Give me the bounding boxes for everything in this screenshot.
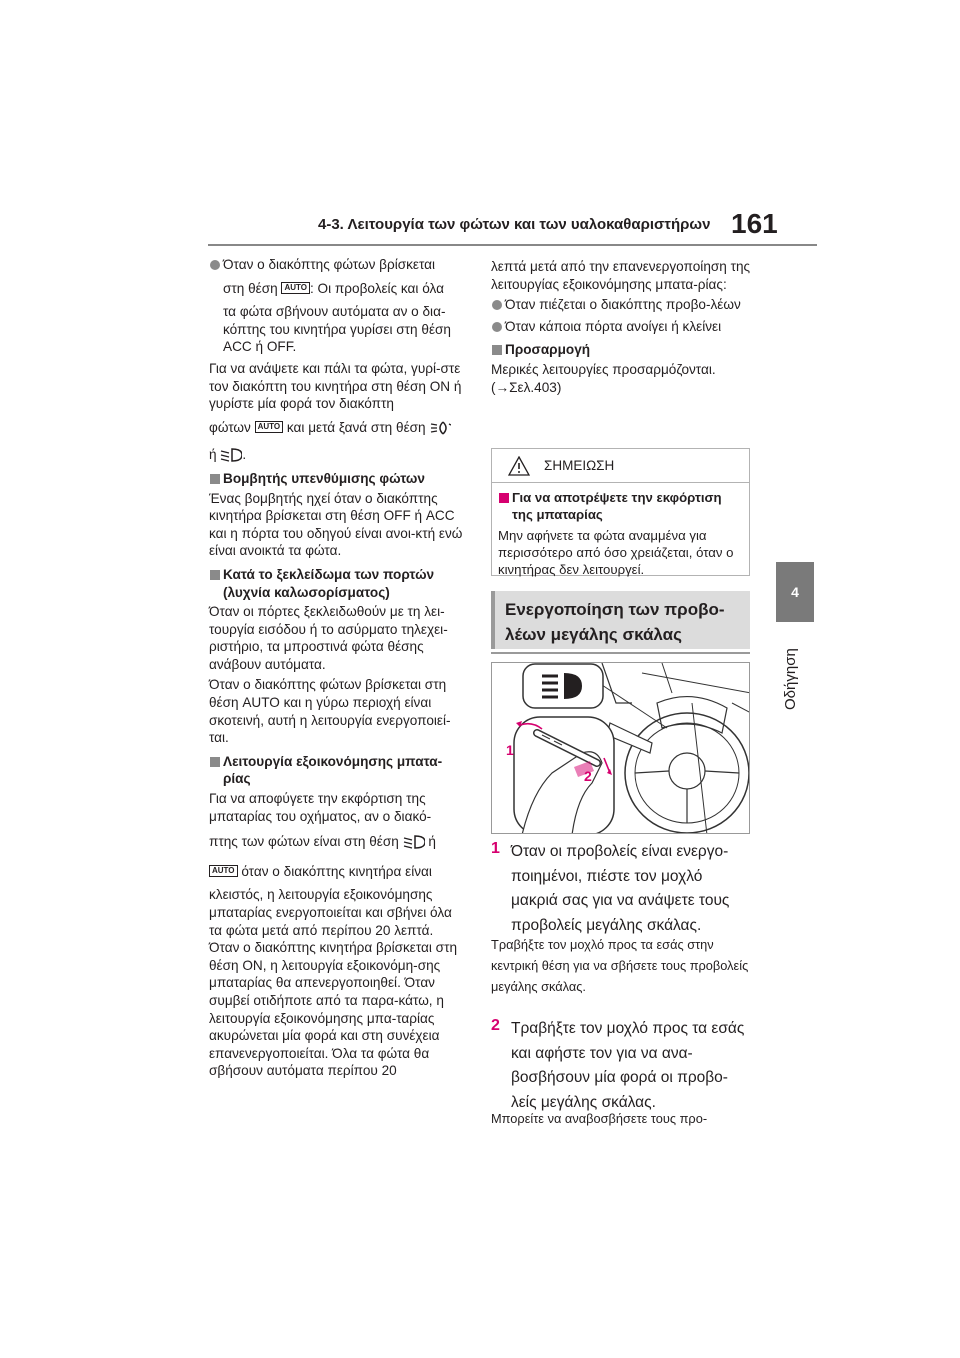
relight-text-5: . [242, 447, 247, 463]
notice-label: ΣΗΜΕΙΩΣΗ [544, 458, 615, 473]
auto-icon: AUTO [209, 865, 238, 877]
auto-icon: AUTO [281, 282, 310, 294]
warning-icon [508, 456, 530, 476]
battery-continued: λεπτά μετά από την επανενεργοποίηση της λειτουργίας εξοικονόμησης μπατα-ρίας: [491, 259, 751, 292]
customization-heading-text: Προσαρμογή [505, 342, 591, 358]
heading-square [210, 757, 220, 767]
relight-paragraph [209, 360, 467, 464]
battery-text-1: Για να αποφύγετε την εκφόρτιση της μπαταρίας του οχήματος, αν ο διακό- [209, 791, 432, 824]
step-1-note: Τραβήξτε τον μοχλό προς τα εσάς στην κεντρική θέση για να σβήσετε τους προβολείς μεγάλης σκάλας. [491, 937, 749, 994]
notice-heading-text: Για να αποτρέψετε την εκφόρτιση της μπαταρίας [512, 490, 722, 522]
battery-heading [209, 753, 467, 788]
heading-square [210, 570, 220, 580]
step-1-text: Όταν οι προβολείς είναι ενεργο-ποιημένοι, πιέστε τον μοχλό μακριά σας για να ανάψετε τους προβολείς μεγάλης σκάλας. [511, 843, 730, 934]
unlock-body-1: Όταν οι πόρτες ξεκλειδωθούν με τη λει-τουργία εισόδου ή το ασύρματο τηλεχει-ριστήριο, τα μπροστινά φώτα θέσης ανάβουν αυτόματα. [209, 604, 448, 672]
bullet-dot [492, 300, 502, 310]
customization-body: Μερικές λειτουργίες προσαρμόζονται. (→Σελ.403) [491, 361, 716, 395]
reminder-heading-text: Βομβητής υπενθύμισης φώτων [223, 470, 425, 486]
section-rule [491, 652, 750, 654]
cancel-bullet-1 [491, 296, 751, 314]
relight-text-3: και μετά ξανά στη θέση [286, 419, 426, 435]
battery-heading-text: Λειτουργία εξοικονόμησης μπατα-ρίας [223, 753, 443, 787]
unlock-heading-text: Κατά το ξεκλείδωμα των πορτών (λυχνία καλωσορίσματος) [223, 566, 435, 600]
battery-text-3: ή [428, 834, 436, 850]
notice-body [492, 483, 749, 578]
callout-1: 1 [506, 742, 514, 758]
battery-body [209, 790, 467, 1080]
notice-header [492, 449, 749, 483]
unlock-heading [209, 566, 467, 601]
left-column [209, 256, 467, 1083]
low-beam-icon [220, 447, 242, 463]
notice-heading [498, 489, 743, 523]
parking-light-icon [429, 420, 451, 436]
step-2-text: Τραβήξτε τον μοχλό προς τα εσάς και αφήστε τον για να ανα-βοσβήσουν μία φορά οι προβο-λείς μεγάλης σκάλας. [511, 1020, 745, 1111]
step-1 [491, 840, 751, 938]
auto-bullet-text-1: Όταν ο διακόπτης φώτων βρίσκεται [223, 257, 436, 272]
bullet-dot [210, 260, 220, 270]
running-header: 4-3. Λειτουργία των φώτων και των υαλοκαθαριστήρων [318, 216, 711, 233]
header-rule [208, 244, 817, 246]
page-number: 161 [731, 208, 778, 239]
chapter-label: Οδήγηση [782, 648, 799, 710]
section-title: Ενεργοποίηση των προβο-λέων μεγάλης σκάλας [491, 591, 750, 649]
chapter-tab: 4 [776, 562, 814, 622]
low-beam-icon [403, 834, 425, 850]
auto-bullet [209, 256, 467, 356]
cancel-bullet-2-text: Όταν κάποια πόρτα ανοίγει ή κλείνει [505, 318, 722, 334]
right-column [491, 258, 751, 399]
customization-heading [491, 341, 751, 359]
notice-box [491, 448, 750, 576]
notice-text: Μην αφήνετε τα φώτα αναμμένα για περισσότερο από όσο χρειάζεται, όταν ο κινητήρας δεν λειτουργεί. [498, 528, 734, 577]
auto-bullet-text-3: : Οι προβολείς και όλα [309, 280, 444, 296]
battery-text-4: όταν ο διακόπτης κινητήρα είναι [241, 863, 432, 879]
lever-illustration [491, 662, 750, 834]
reminder-heading [209, 470, 467, 488]
auto-icon: AUTO [255, 421, 284, 433]
battery-text-2: πτης των φώτων είναι στη θέση [209, 834, 399, 850]
auto-bullet-text-2: στη θέση [223, 280, 278, 296]
battery-text-5: κλειστός, η λειτουργία εξοικονόμησης μπαταρίας ενεργοποιείται και σβήνει όλα τα φώτα μετά από περίπου 20 λεπτά. Όταν ο διακόπτης κινητήρα βρίσκεται στη θέση ON, η λειτουργία εξοικονόμη-σης μπαταρίας θα απενεργοποιηθεί. Όταν συμβεί οτιδήποτε από τα παρα-κάτω, η λειτουργία εξοικονόμησης μπα-ταρίας ακυρώνεται μία φορά και στη συνέχεια επανενεργοποιείται. Όλα τα φώτα θα σβήσουν αυτόματα περίπου 20 [209, 887, 457, 1079]
step-2-note: Μπορείτε να αναβοσβήσετε τους προ- [491, 1111, 708, 1126]
auto-bullet-text-4: τα φώτα σβήνουν αυτόματα αν ο δια-κόπτης του κινητήρα γυρίσει στη θέση ACC ή OFF. [223, 304, 451, 355]
step-2-number: 2 [491, 1017, 500, 1034]
relight-text-4: ή [209, 447, 217, 463]
step-1-number: 1 [491, 840, 500, 857]
unlock-body-2: Όταν ο διακόπτης φώτων βρίσκεται στη θέση AUTO και η γύρω περιοχή είναι σκοτεινή, αυτή η λειτουργία ενεργοποιεί-ται. [209, 677, 451, 746]
relight-text-2: φώτων [209, 419, 251, 435]
cancel-bullet-1-text: Όταν πιέζεται ο διακόπτης προβο-λέων [505, 297, 741, 313]
cancel-bullet-2 [491, 318, 751, 336]
heading-square [499, 493, 509, 503]
step-2 [491, 1017, 751, 1115]
heading-square [492, 345, 502, 355]
relight-text-1: Για να ανάψετε και πάλι τα φώτα, γυρί-στε τον διακόπτη του κινητήρα στη θέση ON ή γυρίστε μία φορά τον διακόπτη [209, 360, 462, 412]
callout-2: 2 [584, 768, 592, 784]
heading-square [210, 474, 220, 484]
bullet-dot [492, 322, 502, 332]
reminder-body: Ένας βομβητής ηχεί όταν ο διακόπτης κινητήρα βρίσκεται στη θέση OFF ή ACC και η πόρτα του οδηγού είναι ανοι-κτή ενώ είναι ανοικτά τα φώτα. [209, 490, 463, 559]
lever-illustration-svg [492, 663, 750, 834]
